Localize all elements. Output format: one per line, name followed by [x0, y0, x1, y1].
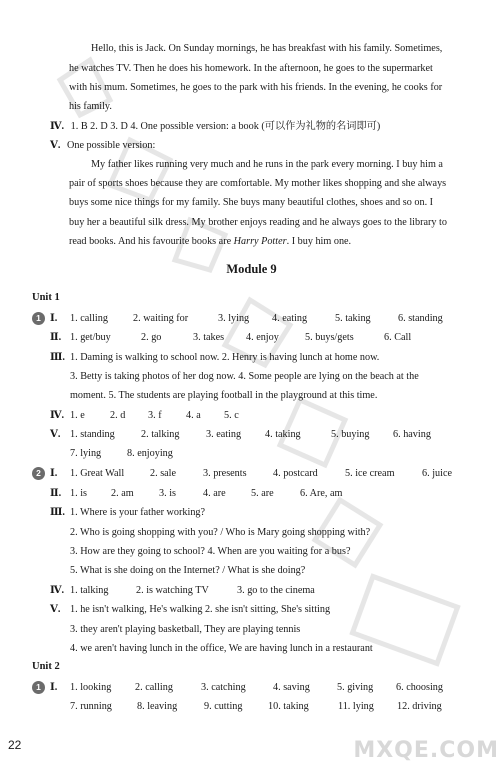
essay-line: My father likes running very much and he runs in the park every morning. I buy him a	[91, 159, 443, 170]
answer-line: 1. Where is your father working?	[70, 507, 206, 518]
section-roman: Ⅰ.	[50, 682, 58, 693]
answer-item: 3. eating	[206, 429, 242, 440]
answer-item: 1. Great Wall	[70, 468, 125, 479]
answer-item: 2. d	[110, 410, 126, 421]
answer-item: 1. standing	[70, 429, 115, 440]
section-iv	[50, 120, 380, 133]
answer-item: 3. presents	[203, 468, 247, 479]
answer-item: 1. e	[70, 410, 85, 421]
answer-item: 6. standing	[398, 313, 443, 324]
answer-item: 1. talking	[70, 585, 109, 596]
answer-row	[50, 506, 65, 519]
answer-item: 2. am	[111, 488, 134, 499]
essay-line: pair of sports shoes because they are comfortable. My mother likes shopping and she always	[69, 178, 447, 189]
answer-item: 2. go	[141, 332, 162, 343]
answer-item: 6. having	[393, 429, 431, 440]
answer-line: moment. 5. The students are playing football in the playground at this time.	[70, 390, 378, 401]
answer-row	[50, 487, 61, 500]
paragraph-line: Hello, this is Jack. On Sunday mornings, he has breakfast with his family. Sometimes,	[91, 43, 443, 54]
answer-item: 5. taking	[335, 313, 371, 324]
section-roman: Ⅴ.	[50, 429, 61, 440]
answer-item: 3. takes	[193, 332, 225, 343]
answer-item: 5. buys/gets	[305, 332, 354, 343]
module-title: Module 9	[226, 262, 277, 276]
book-title: Harry Potter	[233, 236, 287, 247]
answer-line: 3. they aren't playing basketball, They are playing tennis	[70, 624, 301, 635]
answer-item: 3. lying	[218, 313, 250, 324]
section-text: One possible version:	[67, 140, 156, 151]
answer-item: 5. buying	[331, 429, 370, 440]
answer-line: 3. How are they going to school? 4. When are you waiting for a bus?	[70, 546, 351, 557]
answer-row	[50, 467, 57, 480]
answer-item: 8. enjoying	[127, 448, 173, 459]
answer-item: 5. ice cream	[345, 468, 395, 479]
answer-item: 4. are	[203, 488, 226, 499]
answer-item: 5. c	[224, 410, 239, 421]
answer-row	[50, 603, 60, 616]
answer-item: 1. is	[70, 488, 87, 499]
answer-item: 4. enjoy	[246, 332, 279, 343]
unit-label: Unit 1	[32, 292, 60, 303]
answer-item: 11. lying	[338, 701, 374, 712]
section-roman: Ⅰ.	[50, 313, 58, 324]
answer-item: 3. f	[148, 410, 162, 421]
section-roman: Ⅴ.	[50, 140, 61, 151]
answer-item: 4. postcard	[273, 468, 318, 479]
answer-line: 1. Daming is walking to school now. 2. Henry is having lunch at home now.	[70, 352, 380, 363]
answer-item: 1. calling	[70, 313, 108, 324]
answer-item: 3. catching	[201, 682, 246, 693]
section-roman: Ⅳ.	[50, 410, 65, 421]
answer-item: 3. is	[159, 488, 176, 499]
page-number: 22	[8, 738, 22, 752]
answer-item: 2. waiting for	[133, 313, 189, 324]
section-roman: Ⅴ.	[50, 604, 61, 615]
section-roman: Ⅲ.	[50, 352, 65, 363]
answer-item: 4. taking	[265, 429, 301, 440]
section-roman: Ⅱ.	[50, 332, 62, 343]
answer-item: 2. sale	[150, 468, 177, 479]
essay-text: read books. And his favourite books are	[69, 236, 234, 247]
essay-text: . I buy him one.	[286, 236, 352, 247]
answer-item: 6. juice	[422, 468, 452, 479]
exercise-badge: 1	[32, 312, 45, 325]
answer-line: 2. Who is going shopping with you? / Who is Mary going shopping with?	[70, 527, 371, 538]
essay-line: buys some nice things for my family. She buys many beautiful clothes, shoes and so on. I	[69, 197, 434, 208]
answer-row	[50, 584, 64, 597]
section-text: 1. B 2. D 3. D 4. One possible version: a book (可以作为礼物的名词即可)	[70, 121, 381, 132]
answer-line: 3. Betty is taking photos of her dog now. 4. Some people are lying on the beach at the	[70, 371, 419, 382]
answer-line: 1. he isn't walking, He's walking 2. she isn't sitting, She's sitting	[70, 604, 331, 615]
answer-row	[50, 428, 60, 441]
answer-item: 3. go to the cinema	[237, 585, 315, 596]
section-roman: Ⅱ.	[50, 488, 62, 499]
answer-row	[50, 351, 65, 364]
answer-item: 6. Are, am	[300, 488, 343, 499]
unit-label: Unit 2	[32, 661, 60, 672]
answer-line: 5. What is she doing on the Internet? / What is she doing?	[70, 565, 306, 576]
essay-line: buy her a beautiful silk dress. My brother enjoys reading and he always goes to the library to	[69, 217, 447, 228]
answer-item: 6. Call	[384, 332, 412, 343]
answer-line: 4. we aren't having lunch in the office, We are having lunch in a restaurant	[70, 643, 373, 654]
answer-row	[50, 409, 64, 422]
answer-item: 12. driving	[397, 701, 442, 712]
answer-row	[50, 312, 57, 325]
exercise-badge: 2	[32, 467, 45, 480]
answer-item: 2. calling	[135, 682, 173, 693]
answer-item: 5. giving	[337, 682, 374, 693]
answer-row	[50, 681, 57, 694]
answer-item: 7. lying	[70, 448, 102, 459]
section-v	[50, 139, 155, 152]
answer-item: 4. eating	[272, 313, 308, 324]
answer-item: 4. a	[186, 410, 201, 421]
exercise-badge: 1	[32, 681, 45, 694]
answer-item: 8. leaving	[137, 701, 178, 712]
paragraph-line: with his mum. Sometimes, he goes to the park with his friends. In the evening, he cooks for	[69, 82, 443, 93]
watermark-text: MXQE.COM	[353, 738, 499, 763]
answer-item: 10. taking	[268, 701, 309, 712]
section-roman: Ⅳ.	[50, 585, 65, 596]
section-roman: Ⅳ.	[50, 121, 65, 132]
section-roman: Ⅲ.	[50, 507, 65, 518]
answer-item: 9. cutting	[204, 701, 243, 712]
answer-item: 4. saving	[273, 682, 310, 693]
section-roman: Ⅰ.	[50, 468, 58, 479]
answer-row	[50, 331, 61, 344]
answer-item: 1. looking	[70, 682, 112, 693]
paragraph-line: he watches TV. Then he does his homework. In the afternoon, he goes to the supermarket	[69, 63, 433, 74]
answer-item: 2. talking	[141, 429, 180, 440]
answer-item: 1. get/buy	[70, 332, 111, 343]
answer-item: 2. is watching TV	[136, 585, 209, 596]
essay-line-last	[69, 235, 351, 248]
answer-item: 7. running	[70, 701, 112, 712]
answer-item: 6. choosing	[396, 682, 443, 693]
corner-watermark	[333, 726, 503, 766]
paragraph-line: his family.	[69, 101, 112, 112]
answer-item: 5. are	[251, 488, 274, 499]
